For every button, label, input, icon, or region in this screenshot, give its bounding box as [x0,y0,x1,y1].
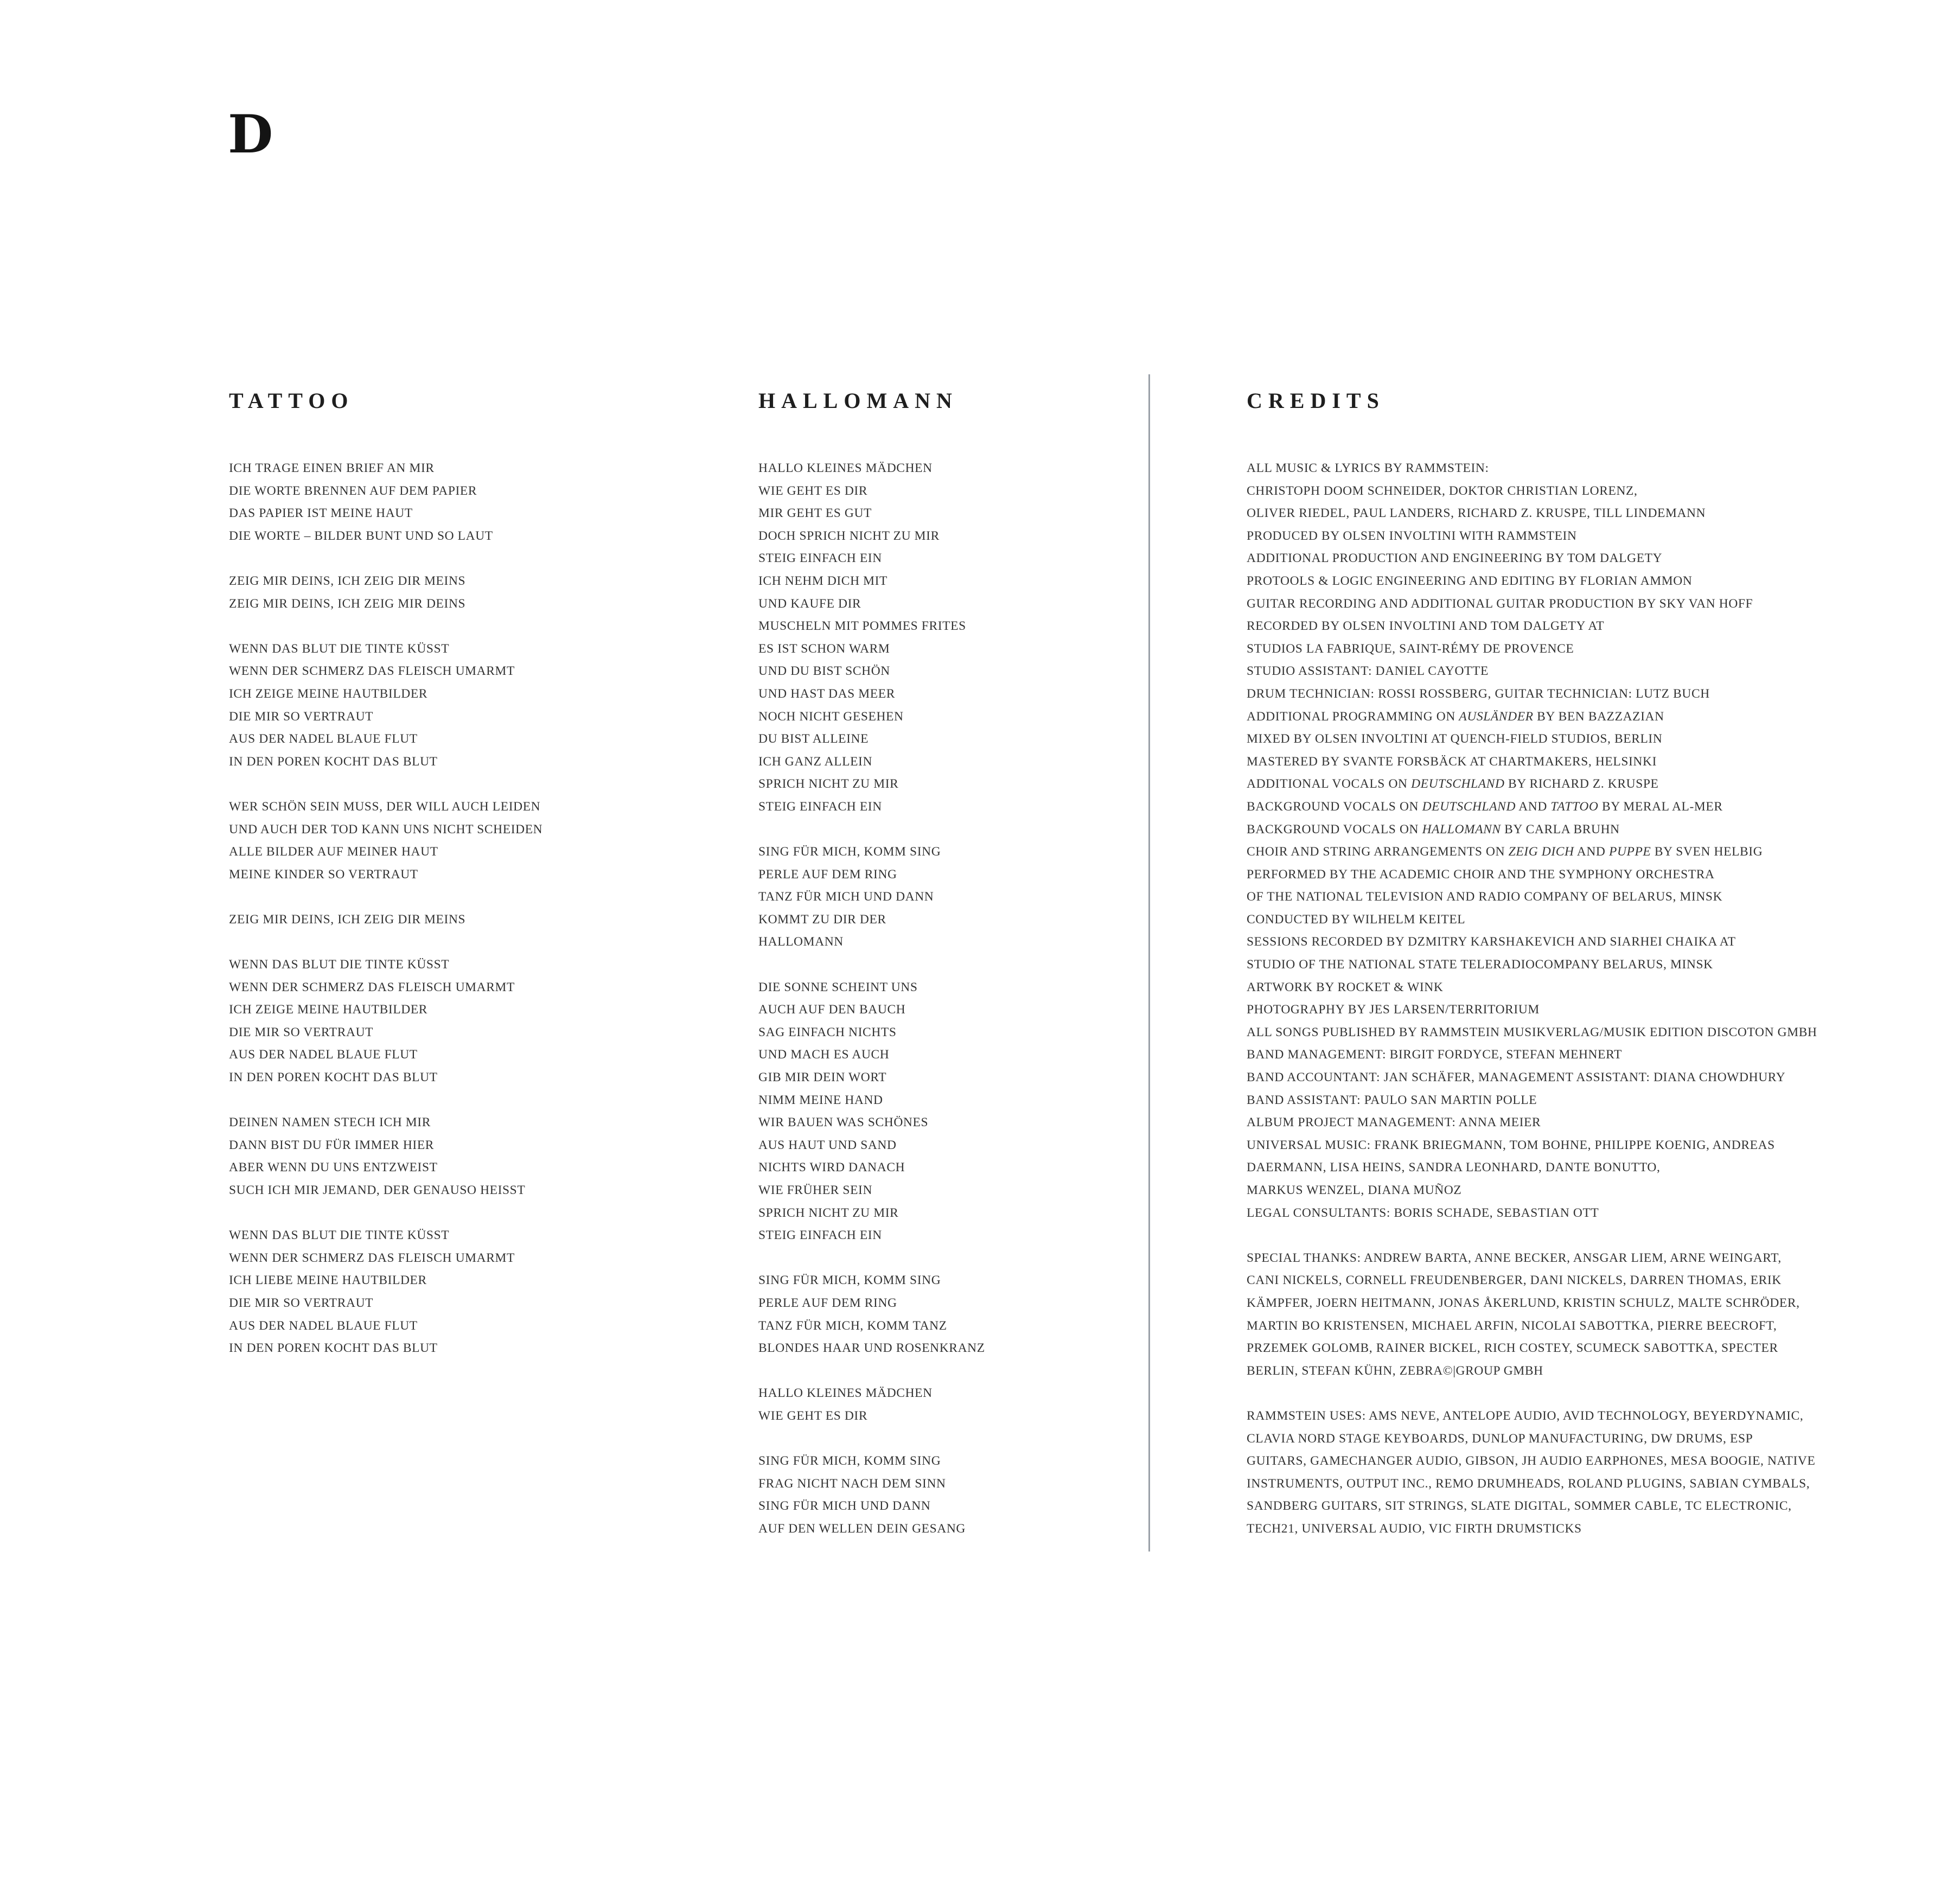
credits-text: TECH21, UNIVERSAL AUDIO, VIC FIRTH DRUMSTICKS [1247,1521,1582,1536]
tattoo-stanza [229,1224,717,1360]
credits-text: LEGAL CONSULTANTS: BORIS SCHADE, SEBASTIAN OTT [1247,1205,1599,1220]
credits-line [1247,773,1876,796]
credits-line [1247,1157,1876,1179]
tattoo-lyric-line: DIE MIR SO VERTRAUT [229,1025,374,1039]
hallomann-lyric-line: DIE SONNE SCHEINT UNS [758,980,918,994]
tattoo-lyric-line: ABER WENN DU UNS ENTZWEIST [229,1160,438,1175]
hallomann-lyric-line: ICH GANZ ALLEIN [758,754,873,769]
tattoo-lyric-line: DAS PAPIER IST MEINE HAUT [229,506,413,521]
tattoo-lyric-line: DIE WORTE – BILDER BUNT UND SO LAUT [229,528,493,543]
credits-text: MIXED BY OLSEN INVOLTINI AT QUENCH-FIELD STUDIOS, BERLIN [1247,732,1663,746]
hallomann-stanza [758,1450,1138,1540]
tattoo-lyric-line: UND AUCH DER TOD KANN UNS NICHT SCHEIDEN [229,822,543,837]
hallomann-lyric-line: AUCH AUF DEN BAUCH [758,1003,906,1017]
credits-text: SESSIONS RECORDED BY DZMITRY KARSHAKEVICH AND SIARHEI CHAIKA AT [1247,935,1736,949]
credits-line [1247,683,1876,706]
hallomann-stanza [758,1269,1138,1359]
credits-line [1247,954,1876,976]
tattoo-lyric-line: AUS DER NADEL BLAUE FLUT [229,732,418,746]
credits-title-ref: DEUTSCHLAND [1411,777,1505,791]
credits-text: ALL SONGS PUBLISHED BY RAMMSTEIN MUSIKVERLAG/MUSIK EDITION DISCOTON GMBH [1247,1025,1817,1039]
hallomann-lyric-line: NIMM MEINE HAND [758,1093,883,1107]
credits-title-ref: HALLOMANN [1422,822,1501,837]
credits-stanzas [1247,457,1876,1541]
credits-line [1247,706,1876,729]
hallomann-lyric-line: STEIG EINFACH EIN [758,1228,882,1243]
credits-line [1247,502,1876,525]
tattoo-lyric-line: IN DEN POREN KOCHT DAS BLUT [229,1341,438,1356]
hallomann-lyric-line: UND KAUFE DIR [758,596,861,611]
credits-line [1247,457,1876,480]
credits-text: SPECIAL THANKS: ANDREW BARTA, ANNE BECKER, ANSGAR LIEM, ARNE WEINGART, [1247,1250,1782,1265]
hallomann-lyric-line: SING FÜR MICH UND DANN [758,1499,931,1514]
credits-line [1247,525,1876,548]
credits-line [1247,909,1876,931]
credits-text: AND [1516,799,1551,814]
credits-line [1247,751,1876,774]
tattoo-stanza [229,457,717,547]
tattoo-stanza [229,954,717,1089]
tattoo-lyric-line: DIE WORTE BRENNEN AUF DEM PAPIER [229,483,477,498]
hallomann-lyric-line: STEIG EINFACH EIN [758,551,882,566]
hallomann-lyric-line: AUF DEN WELLEN DEIN GESANG [758,1521,966,1536]
hallomann-lyric-line: SPRICH NICHT ZU MIR [758,777,899,791]
credits-line [1247,999,1876,1022]
tattoo-lyric-line: ICH ZEIGE MEINE HAUTBILDER [229,686,428,701]
credits-title: CREDITS [1247,388,1385,413]
credits-line [1247,976,1876,999]
tattoo-stanza [229,796,717,886]
credits-line [1247,1292,1876,1315]
credits-text: STUDIOS LA FABRIQUE, SAINT-RÉMY DE PROVENCE [1247,641,1574,656]
credits-text: ADDITIONAL PROGRAMMING ON [1247,709,1459,724]
credits-text: CHRISTOPH DOOM SCHNEIDER, DOKTOR CHRISTIAN LORENZ, [1247,483,1638,498]
tattoo-lyric-line: ZEIG MIR DEINS, ICH ZEIG DIR MEINS [229,573,466,588]
hallomann-stanzas [758,457,1138,1541]
tattoo-lyric-line: DANN BIST DU FÜR IMMER HIER [229,1138,435,1152]
credits-text: ALL MUSIC & LYRICS BY RAMMSTEIN: [1247,461,1489,475]
credits-text: AND [1574,845,1609,859]
hallomann-lyric-line: DU BIST ALLEINE [758,732,869,746]
hallomann-lyric-line: SING FÜR MICH, KOMM SING [758,1454,941,1469]
hallomann-lyric-line: UND DU BIST SCHÖN [758,664,890,679]
credits-text: BACKGROUND VOCALS ON [1247,799,1422,814]
tattoo-lyric-line: MEINE KINDER SO VERTRAUT [229,867,418,882]
credits-line [1247,1067,1876,1089]
credits-line [1247,1428,1876,1451]
credits-text: CONDUCTED BY WILHELM KEITEL [1247,912,1466,927]
credits-line [1247,1405,1876,1428]
hallomann-lyric-line: GIB MIR DEIN WORT [758,1070,887,1085]
credits-text: ADDITIONAL PRODUCTION AND ENGINEERING BY TOM DALGETY [1247,551,1663,566]
credits-line [1247,1360,1876,1383]
credits-text: ARTWORK BY ROCKET & WINK [1247,980,1444,994]
credits-text: MARKUS WENZEL, DIANA MUÑOZ [1247,1183,1462,1197]
credits-text: PRODUCED BY OLSEN INVOLTINI WITH RAMMSTEIN [1247,528,1577,543]
hallomann-lyric-line: ES IST SCHON WARM [758,641,890,656]
credits-title-ref: PUPPE [1608,845,1651,859]
hallomann-lyric-line: MIR GEHT ES GUT [758,506,872,521]
credits-paragraph [1247,1405,1876,1541]
hallomann-lyric-line: PERLE AUF DEM RING [758,1295,897,1310]
credits-line [1247,1473,1876,1496]
credits-text: BY MERAL AL-MER [1598,799,1723,814]
hallomann-lyric-line: HALLOMANN [758,935,844,949]
hallomann-lyric-line: STEIG EINFACH EIN [758,799,882,814]
credits-text: STUDIO ASSISTANT: DANIEL CAYOTTE [1247,664,1489,679]
credits-text: MASTERED BY SVANTE FORSBÄCK AT CHARTMAKERS, HELSINKI [1247,754,1657,769]
credits-text: PROTOOLS & LOGIC ENGINEERING AND EDITING BY FLORIAN AMMON [1247,573,1693,588]
hallomann-lyric-line: WIE FRÜHER SEIN [758,1183,873,1197]
credits-text: UNIVERSAL MUSIC: FRANK BRIEGMANN, TOM BOHNE, PHILIPPE KOENIG, ANDREAS [1247,1138,1775,1152]
tattoo-lyric-line: IN DEN POREN KOCHT DAS BLUT [229,1070,438,1085]
credits-text: OLIVER RIEDEL, PAUL LANDERS, RICHARD Z. KRUSPE, TILL LINDEMANN [1247,506,1706,521]
credits-text: KÄMPFER, JOERN HEITMANN, JONAS ÅKERLUND, KRISTIN SCHULZ, MALTE SCHRÖDER, [1247,1295,1800,1310]
credits-paragraph [1247,1247,1876,1383]
credits-text: ADDITIONAL VOCALS ON [1247,777,1412,791]
tattoo-lyric-line: ZEIG MIR DEINS, ICH ZEIG MIR DEINS [229,596,466,611]
tattoo-lyric-line: ZEIG MIR DEINS, ICH ZEIG DIR MEINS [229,912,466,927]
credits-text: DRUM TECHNICIAN: ROSSI ROSSBERG, GUITAR TECHNICIAN: LUTZ BUCH [1247,686,1710,701]
credits-line [1247,886,1876,909]
credits-line [1247,864,1876,886]
hallomann-stanza [758,1382,1138,1427]
tattoo-lyric-line: WENN DER SCHMERZ DAS FLEISCH UMARMT [229,1250,515,1265]
credits-text: GUITARS, GAMECHANGER AUDIO, GIBSON, JH AUDIO EARPHONES, MESA BOOGIE, NATIVE [1247,1454,1816,1469]
credits-line [1247,841,1876,864]
tattoo-lyric-line: AUS DER NADEL BLAUE FLUT [229,1048,418,1062]
tattoo-lyric-line: DIE MIR SO VERTRAUT [229,1295,374,1310]
column-divider [1148,374,1150,1552]
credits-text: BY BEN BAZZAZIAN [1533,709,1664,724]
tattoo-lyric-line: SUCH ICH MIR JEMAND, DER GENAUSO HEISST [229,1183,526,1197]
credits-line [1247,1112,1876,1134]
credits-text: MARTIN BO KRISTENSEN, MICHAEL ARFIN, NICOLAI SABOTTKA, PIERRE BEECROFT, [1247,1318,1777,1333]
credits-text: BACKGROUND VOCALS ON [1247,822,1422,837]
credits-text: BAND ACCOUNTANT: JAN SCHÄFER, MANAGEMENT ASSISTANT: DIANA CHOWDHURY [1247,1070,1786,1085]
credits-text: BY CARLA BRUHN [1501,822,1620,837]
hallomann-lyric-line: TANZ FÜR MICH UND DANN [758,890,934,904]
credits-text: BY SVEN HELBIG [1651,845,1763,859]
hallomann-title: HALLOMANN [758,388,958,413]
credits-text: BAND ASSISTANT: PAULO SAN MARTIN POLLE [1247,1093,1537,1107]
credits-line [1247,1495,1876,1518]
tattoo-lyric-line: WER SCHÖN SEIN MUSS, DER WILL AUCH LEIDEN [229,799,541,814]
tattoo-lyric-line: DIE MIR SO VERTRAUT [229,709,374,724]
credits-text: RECORDED BY OLSEN INVOLTINI AND TOM DALGETY AT [1247,619,1605,634]
credits-line [1247,819,1876,841]
credits-text: CHOIR AND STRING ARRANGEMENTS ON [1247,845,1509,859]
tattoo-stanza [229,570,717,615]
tattoo-lyric-line: WENN DAS BLUT DIE TINTE KÜSST [229,957,450,972]
hallomann-lyrics-column [758,388,1138,1563]
hallomann-lyric-line: SAG EINFACH NICHTS [758,1025,897,1039]
credits-column [1247,388,1876,1563]
tattoo-lyric-line: WENN DAS BLUT DIE TINTE KÜSST [229,1228,450,1243]
hallomann-lyric-line: ICH NEHM DICH MIT [758,573,888,588]
credits-line [1247,1450,1876,1473]
hallomann-lyric-line: TANZ FÜR MICH, KOMM TANZ [758,1318,947,1333]
credits-line [1247,593,1876,616]
hallomann-stanza [758,457,1138,819]
credits-line [1247,1269,1876,1292]
credits-line [1247,796,1876,819]
hallomann-stanza [758,841,1138,954]
credits-text: BY RICHARD Z. KRUSPE [1504,777,1659,791]
tattoo-stanza [229,638,717,774]
credits-line [1247,480,1876,503]
credits-text: SANDBERG GUITARS, SIT STRINGS, SLATE DIGITAL, SOMMER CABLE, TC ELECTRONIC, [1247,1499,1792,1514]
credits-text: ALBUM PROJECT MANAGEMENT: ANNA MEIER [1247,1115,1541,1130]
tattoo-lyric-line: ICH LIEBE MEINE HAUTBILDER [229,1273,427,1288]
hallomann-lyric-line: HALLO KLEINES MÄDCHEN [758,461,933,475]
credits-text: CANI NICKELS, CORNELL FREUDENBERGER, DANI NICKELS, DARREN THOMAS, ERIK [1247,1273,1782,1288]
credits-title-ref: AUSLÄNDER [1459,709,1534,724]
credits-line [1247,1518,1876,1541]
credits-line [1247,638,1876,661]
credits-title-ref: DEUTSCHLAND [1422,799,1516,814]
tattoo-lyric-line: ICH ZEIGE MEINE HAUTBILDER [229,1003,428,1017]
hallomann-lyric-line: WIE GEHT ES DIR [758,483,868,498]
credits-line [1247,1179,1876,1202]
credits-text: BERLIN, STEFAN KÜHN, ZEBRA©|GROUP GMBH [1247,1363,1543,1378]
hallomann-lyric-line: KOMMT ZU DIR DER [758,912,886,927]
credits-line [1247,1089,1876,1112]
credits-line [1247,1315,1876,1338]
credits-text: BAND MANAGEMENT: BIRGIT FORDYCE, STEFAN MEHNERT [1247,1048,1622,1062]
hallomann-lyric-line: SING FÜR MICH, KOMM SING [758,1273,941,1288]
credits-text: RAMMSTEIN USES: AMS NEVE, ANTELOPE AUDIO, AVID TECHNOLOGY, BEYERDYNAMIC, [1247,1408,1804,1423]
hallomann-stanza [758,976,1138,1247]
hallomann-lyric-line: WIR BAUEN WAS SCHÖNES [758,1115,929,1130]
tattoo-lyric-line: WENN DAS BLUT DIE TINTE KÜSST [229,641,450,656]
hallomann-lyric-line: FRAG NICHT NACH DEM SINN [758,1476,946,1491]
credits-line [1247,1134,1876,1157]
credits-line [1247,1337,1876,1360]
credits-title-ref: ZEIG DICH [1508,845,1574,859]
credits-text: CLAVIA NORD STAGE KEYBOARDS, DUNLOP MANUFACTURING, DW DRUMS, ESP [1247,1431,1753,1446]
credits-title-ref: TATTOO [1550,799,1599,814]
tattoo-lyric-line: ALLE BILDER AUF MEINER HAUT [229,845,438,859]
credits-line [1247,547,1876,570]
credits-line [1247,1022,1876,1044]
hallomann-lyric-line: UND MACH ES AUCH [758,1048,890,1062]
tattoo-stanza [229,909,717,931]
hallomann-lyric-line: AUS HAUT UND SAND [758,1138,897,1152]
credits-text: PERFORMED BY THE ACADEMIC CHOIR AND THE SYMPHONY ORCHESTRA [1247,867,1715,882]
hallomann-lyric-line: SPRICH NICHT ZU MIR [758,1205,899,1220]
hallomann-lyric-line: BLONDES HAAR UND ROSENKRANZ [758,1341,985,1356]
tattoo-lyric-line: WENN DER SCHMERZ DAS FLEISCH UMARMT [229,980,515,994]
hallomann-lyric-line: SING FÜR MICH, KOMM SING [758,845,941,859]
hallomann-lyric-line: NOCH NICHT GESEHEN [758,709,904,724]
side-letter: D [228,104,273,165]
credits-text: STUDIO OF THE NATIONAL STATE TELERADIOCOMPANY BELARUS, MINSK [1247,957,1713,972]
credits-text: INSTRUMENTS, OUTPUT INC., REMO DRUMHEADS, ROLAND PLUGINS, SABIAN CYMBALS, [1247,1476,1810,1491]
tattoo-lyric-line: WENN DER SCHMERZ DAS FLEISCH UMARMT [229,664,515,679]
hallomann-lyric-line: UND HAST DAS MEER [758,686,895,701]
hallomann-lyric-line: NICHTS WIRD DANACH [758,1160,905,1175]
tattoo-stanza [229,1112,717,1202]
tattoo-lyric-line: AUS DER NADEL BLAUE FLUT [229,1318,418,1333]
credits-line [1247,931,1876,954]
credits-line [1247,660,1876,683]
hallomann-lyric-line: HALLO KLEINES MÄDCHEN [758,1386,933,1401]
hallomann-lyric-line: DOCH SPRICH NICHT ZU MIR [758,528,940,543]
tattoo-lyric-line: ICH TRAGE EINEN BRIEF AN MIR [229,461,435,475]
tattoo-stanzas [229,457,717,1360]
credits-line [1247,570,1876,593]
credits-text: PRZEMEK GOLOMB, RAINER BICKEL, RICH COSTEY, SCUMECK SABOTTKA, SPECTER [1247,1341,1778,1356]
credits-line [1247,728,1876,751]
hallomann-lyric-line: PERLE AUF DEM RING [758,867,897,882]
tattoo-lyric-line: DEINEN NAMEN STECH ICH MIR [229,1115,431,1130]
credits-line [1247,1247,1876,1270]
credits-line [1247,1044,1876,1067]
credits-text: OF THE NATIONAL TELEVISION AND RADIO COMPANY OF BELARUS, MINSK [1247,890,1723,904]
credits-text: PHOTOGRAPHY BY JES LARSEN/TERRITORIUM [1247,1003,1540,1017]
tattoo-title: TATTOO [229,388,354,413]
hallomann-lyric-line: MUSCHELN MIT POMMES FRITES [758,619,966,634]
tattoo-lyric-line: IN DEN POREN KOCHT DAS BLUT [229,754,438,769]
hallomann-lyric-line: WIE GEHT ES DIR [758,1408,868,1423]
credits-line [1247,615,1876,638]
tattoo-lyrics-column [229,388,717,1382]
credits-text: DAERMANN, LISA HEINS, SANDRA LEONHARD, DANTE BONUTTO, [1247,1160,1661,1175]
credits-text: GUITAR RECORDING AND ADDITIONAL GUITAR PRODUCTION BY SKY VAN HOFF [1247,596,1753,611]
credits-paragraph [1247,457,1876,1224]
credits-line [1247,1202,1876,1225]
